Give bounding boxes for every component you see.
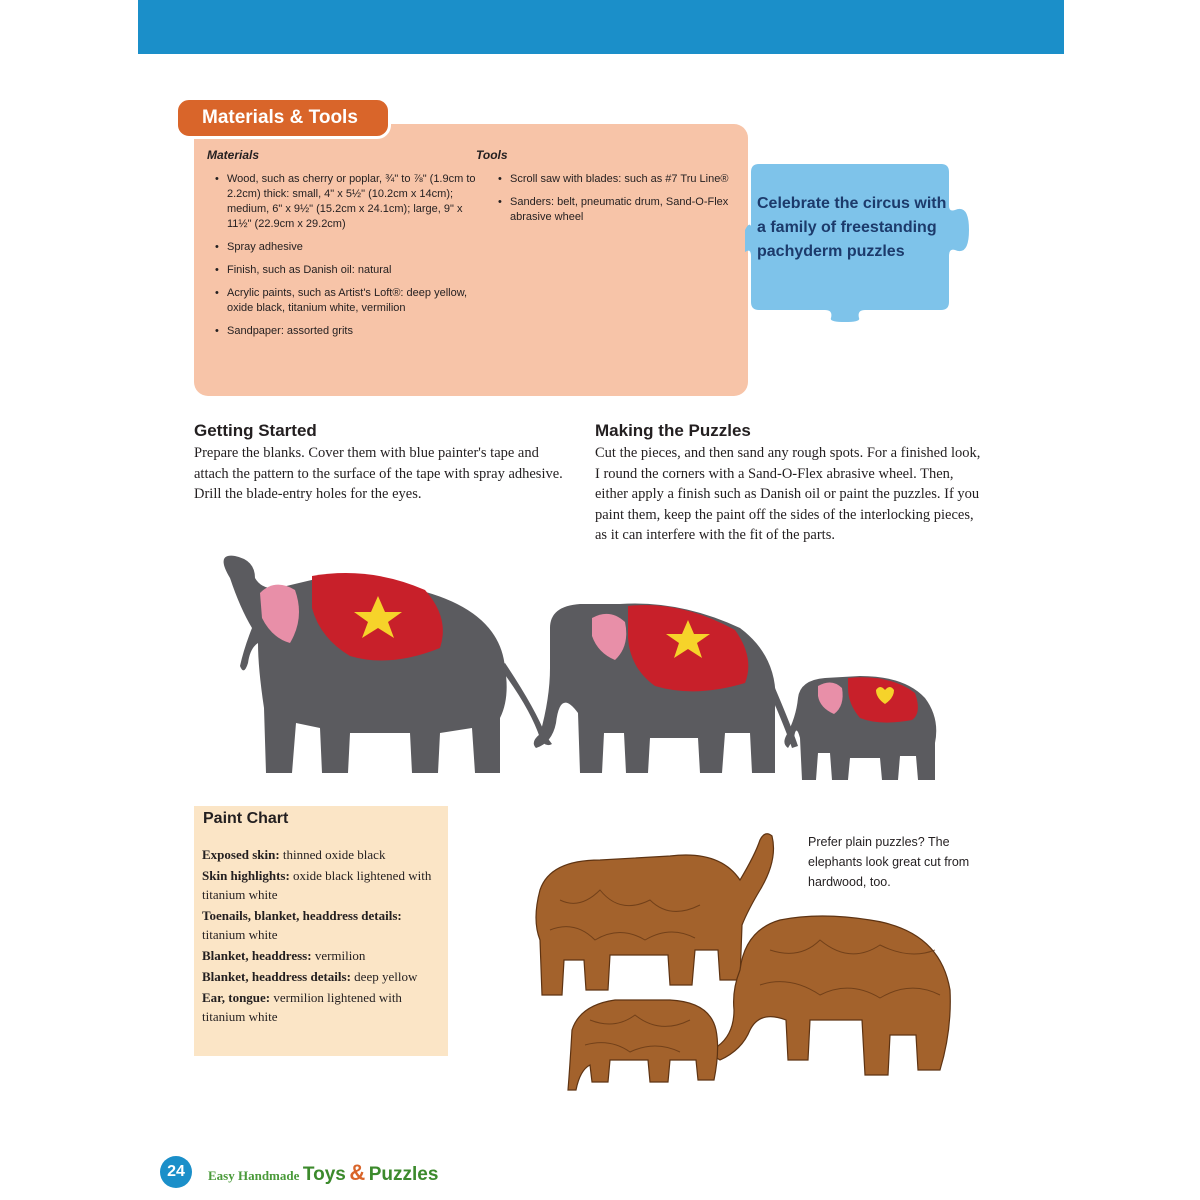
paint-entry-value: thinned oxide black bbox=[279, 847, 386, 862]
paint-entry-label: Toenails, blanket, headdress details: bbox=[202, 908, 402, 923]
paint-chart-entries bbox=[202, 845, 442, 1028]
paint-entry-label: Blanket, headdress details: bbox=[202, 969, 351, 984]
list-item: • Wood, such as cherry or poplar, ¾" to ⅞" (1.9cm to 2.2cm) thick: small, 4" x 5½" (10.2cm x 14cm); medium, 6" x 9½" (15.2cm x 24.1cm); large, 9" x 11½" (22.9cm x 29.2cm) bbox=[227, 172, 485, 232]
book-title-word1: Toys bbox=[302, 1164, 346, 1185]
making-puzzles-body: Cut the pieces, and then sand any rough spots. For a finished look, I round the corners with a Sand-O-Flex abrasive wheel. Then, either apply a finish such as Danish oil or paint the puzzles. If you paint them, keep the paint off the sides of the interlocking pieces, as it can interfere with the fit of the parts. bbox=[595, 445, 981, 544]
paint-entry bbox=[202, 988, 442, 1026]
tools-heading: Tools bbox=[476, 148, 508, 162]
paint-entry-value: vermilion lightened with titanium white bbox=[202, 990, 402, 1024]
list-item: • Scroll saw with blades: such as #7 Tru Line® bbox=[510, 172, 752, 187]
wood-elephant-left bbox=[536, 834, 774, 995]
getting-started-heading: Getting Started bbox=[194, 421, 317, 440]
callout-text: Celebrate the circus with a family of freestanding pachyderm puzzles bbox=[757, 195, 947, 260]
paint-entry bbox=[202, 906, 442, 944]
paint-entry-label: Ear, tongue: bbox=[202, 990, 271, 1005]
painted-elephants-photo bbox=[200, 548, 950, 788]
list-item: • Sandpaper: assorted grits bbox=[227, 324, 485, 339]
book-title-amp: & bbox=[349, 1160, 366, 1185]
list-item: • Spray adhesive bbox=[227, 240, 485, 255]
paint-entry-value: titanium white bbox=[202, 927, 278, 942]
materials-list bbox=[213, 172, 485, 347]
paint-entry-value: deep yellow bbox=[350, 969, 418, 984]
book-title bbox=[208, 1160, 438, 1186]
paint-entry-label: Exposed skin: bbox=[202, 847, 280, 862]
photo-caption: Prefer plain puzzles? The elephants look great cut from hardwood, too. bbox=[808, 835, 970, 889]
list-item: • Sanders: belt, pneumatic drum, Sand-O-Flex abrasive wheel bbox=[510, 195, 752, 225]
paint-entry bbox=[202, 967, 442, 986]
getting-started-body: Prepare the blanks. Cover them with blue painter's tape and attach the pattern to the surface of the tape with spray adhesive. Drill the blade-entry holes for the eyes. bbox=[194, 445, 563, 503]
header-band bbox=[138, 0, 1064, 54]
page-number: 24 bbox=[160, 1156, 192, 1188]
paint-entry-value: oxide black lightened with titanium white bbox=[202, 868, 432, 902]
wood-elephant-small bbox=[568, 1000, 718, 1090]
paint-entry-label: Blanket, headdress: bbox=[202, 948, 312, 963]
paint-entry bbox=[202, 845, 442, 864]
paint-entry-label: Skin highlights: bbox=[202, 868, 290, 883]
wood-elephant-right bbox=[714, 916, 950, 1075]
paint-entry bbox=[202, 946, 442, 965]
book-title-prefix: Easy Handmade bbox=[208, 1168, 300, 1183]
making-puzzles-heading: Making the Puzzles bbox=[595, 421, 751, 440]
paint-entry bbox=[202, 866, 442, 904]
list-item: • Acrylic paints, such as Artist's Loft®: deep yellow, oxide black, titanium white, vermilion bbox=[227, 286, 485, 316]
materials-heading: Materials bbox=[207, 148, 260, 162]
tools-list bbox=[496, 172, 752, 233]
book-title-word2: Puzzles bbox=[368, 1164, 439, 1185]
paint-entry-value: vermilion bbox=[311, 948, 366, 963]
list-item: • Finish, such as Danish oil: natural bbox=[227, 263, 485, 278]
materials-tools-title: Materials & Tools bbox=[175, 97, 391, 139]
paint-chart-title: Paint Chart bbox=[203, 810, 289, 827]
